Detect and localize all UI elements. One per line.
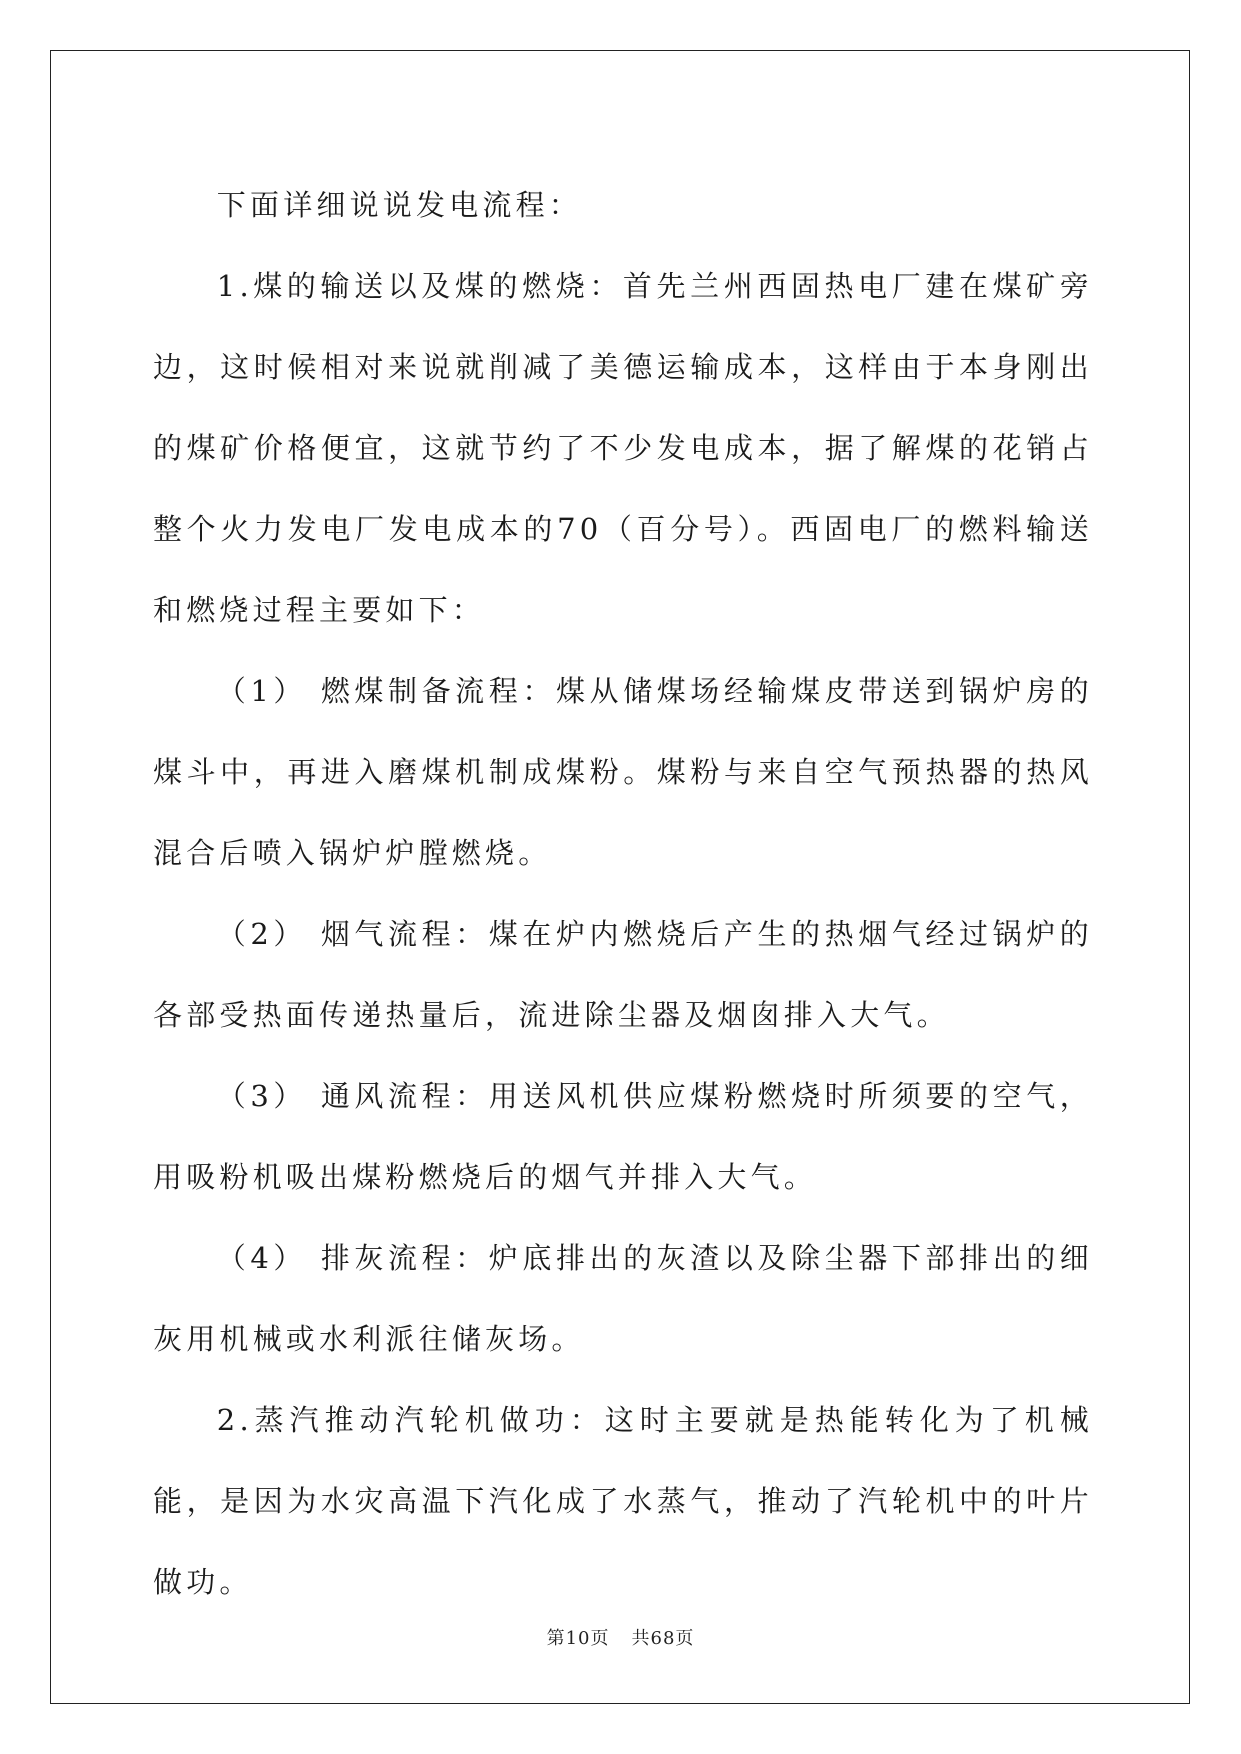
page-number: 第10页 [546,1628,610,1649]
page-footer [0,1624,1241,1650]
paragraph-coal-transport: 1.煤的输送以及煤的燃烧：首先兰州西固热电厂建在煤矿旁边，这时候相对来说就削减了美德运输成本，这样由于本身刚出的煤矿价格便宜，这就节约了不少发电成本，据了解煤的花销占整个火力发电厂发电成本的70（百分号）。西固电厂的燃料输送和燃烧过程主要如下： [153,269,1093,627]
document-body [153,165,1093,1623]
paragraph-ash-discharge: （4） 排灰流程：炉底排出的灰渣以及除尘器下部排出的细灰用机械或水利派往储灰场。 [153,1241,1093,1356]
paragraph-steam-turbine: 2.蒸汽推动汽轮机做功：这时主要就是热能转化为了机械能，是因为水灾高温下汽化成了水蒸气，推动了汽轮机中的叶片做功。 [153,1403,1093,1599]
total-pages: 共68页 [631,1628,695,1649]
paragraph-ventilation: （3） 通风流程：用送风机供应煤粉燃烧时所须要的空气，用吸粉机吸出煤粉燃烧后的烟气并排入大气。 [153,1079,1093,1194]
paragraph-intro: 下面详细说说发电流程： [216,188,582,222]
paragraph-coal-preparation: （1） 燃煤制备流程：煤从储煤场经输煤皮带送到锅炉房的煤斗中，再进入磨煤机制成煤粉。煤粉与来自空气预热器的热风混合后喷入锅炉炉膛燃烧。 [153,674,1093,870]
paragraph-flue-gas: （2） 烟气流程：煤在炉内燃烧后产生的热烟气经过锅炉的各部受热面传递热量后，流进除尘器及烟囱排入大气。 [153,917,1093,1032]
